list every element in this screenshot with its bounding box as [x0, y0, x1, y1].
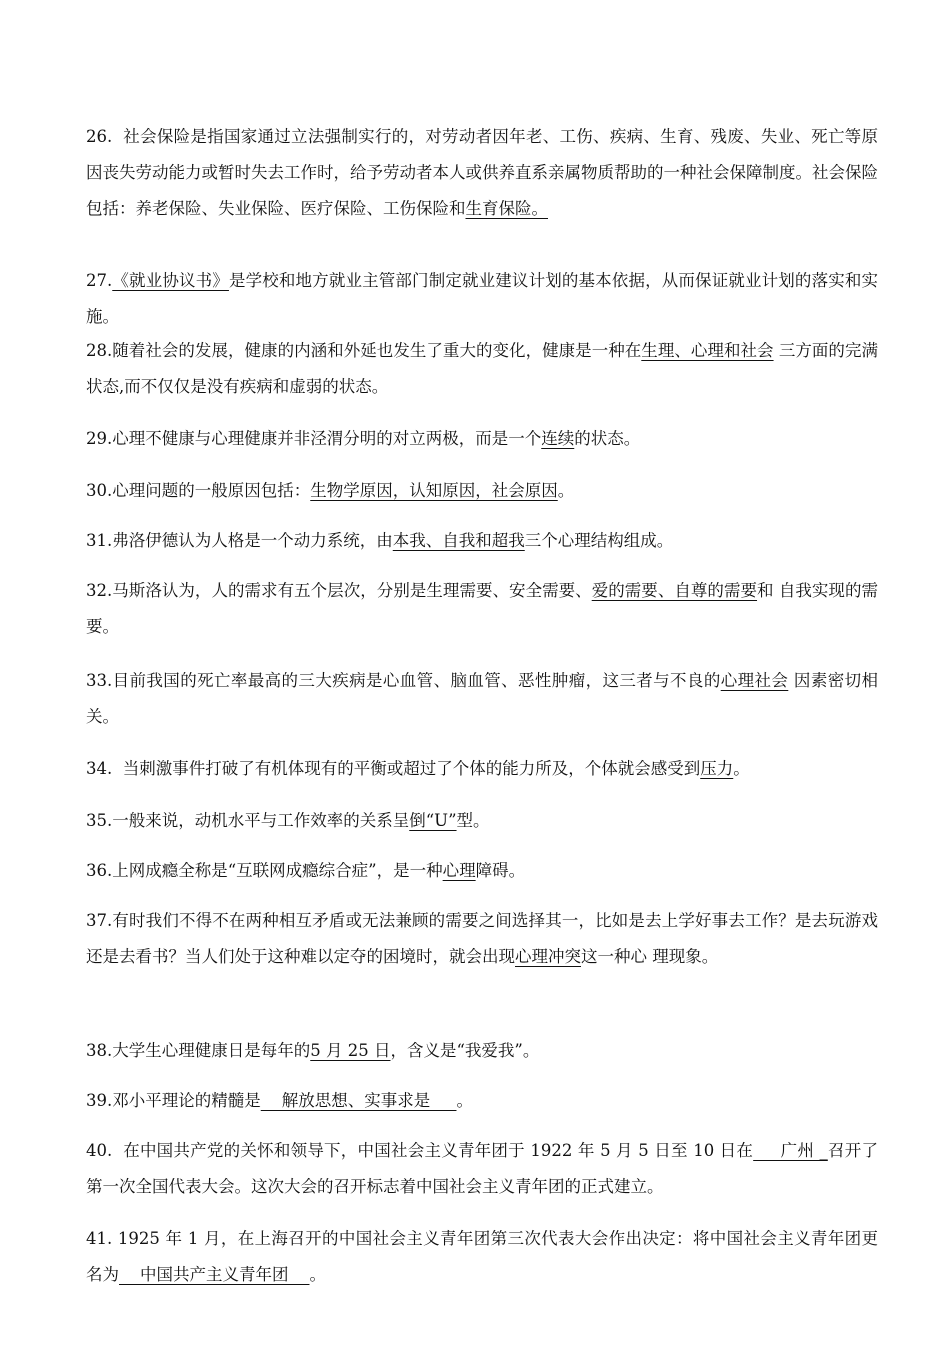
question-28 — [86, 333, 878, 405]
answer-blank: 生育保险。 — [465, 198, 548, 218]
question-text: 33.目前我国的死亡率最高的三大疾病是心血管、脑血管、恶性肿瘤，这三者与不良的 — [86, 670, 721, 690]
question-32 — [86, 573, 878, 645]
question-text: 40. 在中国共产党的关怀和领导下，中国社会主义青年团于 1922 年 5 月 5 日至 10 日在 — [86, 1140, 754, 1160]
question-text: ，含义是“我爱我”。 — [390, 1040, 540, 1060]
answer-blank: 连续 — [541, 428, 575, 448]
answer-blank: 广州 _ — [753, 1140, 828, 1160]
answer-blank: 爱的需要、自尊的需要 — [591, 580, 758, 600]
question-text: 39.邓小平理论的精髓是 — [86, 1090, 261, 1110]
question-text: 29.心理不健康与心理健康并非泾渭分明的对立两极，而是一个 — [86, 428, 542, 448]
question-39 — [86, 1083, 878, 1119]
question-text: 34. 当刺激事件打破了有机体现有的平衡或超过了个体的能力所及，个体就会感受到 — [86, 758, 701, 778]
question-text: 36.上网成瘾全称是“互联网成瘾综合症”，是一种 — [86, 860, 443, 880]
question-text: 37.有时我们不得不在两种相互矛盾或无法兼顾的需要之间选择其一，比如是去上学好事去工作？是去玩游戏还是去看书？当人们处于这种难以定夺的困境时，就会出现 — [86, 910, 878, 966]
question-text: 型。 — [456, 810, 490, 830]
question-34 — [86, 751, 878, 787]
answer-blank: 压力 — [700, 758, 734, 778]
question-text: 召开了第一次全国代表大会。这次大会的召开标志着中国社会主义青年团的正式建立。 — [86, 1140, 879, 1196]
question-40 — [86, 1133, 878, 1205]
question-30 — [86, 473, 878, 509]
answer-blank: 《就业协议书》 — [112, 270, 229, 290]
answer-blank: 解放思想、实事求是 — [260, 1090, 457, 1110]
question-text: 31.弗洛伊德认为人格是一个动力系统，由 — [86, 530, 393, 550]
question-text: 28.随着社会的发展，健康的内涵和外延也发生了重大的变化，健康是一种在 — [86, 340, 642, 360]
question-text: 这一种心 理现象。 — [581, 946, 719, 966]
answer-blank: 心理冲突 — [515, 946, 581, 966]
question-text: 是学校和地方就业主管部门制定就业建议计划的基本依据，从而保证就业计划的落实和实施。 — [86, 270, 879, 326]
question-text: 。 — [456, 1090, 473, 1110]
question-26 — [86, 119, 878, 227]
question-text: 三方面的完满状态,而不仅仅是没有疾病和虚弱的状态。 — [86, 340, 878, 396]
question-29 — [86, 421, 878, 457]
answer-blank: 心理 — [442, 860, 476, 880]
question-text: 的状态。 — [574, 428, 641, 448]
answer-blank: 中国共产主义青年团 — [119, 1264, 310, 1284]
question-text: 35.一般来说，动机水平与工作效率的关系呈 — [86, 810, 410, 830]
question-text: 32.马斯洛认为，人的需求有五个层次，分别是生理需要、安全需要、 — [86, 580, 592, 600]
answer-blank: 倒“U” — [409, 810, 457, 830]
answer-blank: 本我、自我和超我 — [392, 530, 525, 550]
answer-blank: 心理社会 — [720, 670, 789, 690]
question-27 — [86, 263, 878, 335]
question-31 — [86, 523, 878, 559]
question-text: 30.心理问题的一般原因包括： — [86, 480, 311, 500]
question-41 — [86, 1221, 878, 1293]
question-35 — [86, 803, 878, 839]
question-text: 38.大学生心理健康日是每年的 — [86, 1040, 311, 1060]
question-text: 26. 社会保险是指国家通过立法强制实行的，对劳动者因年老、工伤、疾病、生育、残废、失业、死亡等原因丧失劳动能力或暂时失去工作时，给予劳动者本人或供养直系亲属物质帮助的一种社会保障制度。社会保险包括：养老保险、失业保险、医疗保险、工伤保险和 — [86, 126, 878, 218]
question-text: 。 — [557, 480, 575, 500]
question-text: 。 — [309, 1264, 326, 1284]
question-37 — [86, 903, 878, 975]
question-text: 三个心理结构组成。 — [524, 530, 674, 550]
answer-blank: 生理、心理和社会 — [641, 340, 774, 360]
question-text: 因素密切相关。 — [86, 670, 878, 726]
question-text: 。 — [733, 758, 750, 778]
question-text: 27. — [86, 270, 113, 290]
question-38 — [86, 1033, 878, 1069]
question-text: 41. 1925 年 1 月，在上海召开的中国社会主义青年团第三次代表大会作出决定：将中国社会主义青年团更名为 — [86, 1228, 878, 1284]
answer-blank: 生物学原因，认知原因，社会原因 — [310, 480, 558, 500]
question-36 — [86, 853, 878, 889]
answer-blank: 5 月 25 日 — [310, 1040, 391, 1060]
question-text: 和 自我实现的需要。 — [86, 580, 878, 636]
question-text: 障碍。 — [475, 860, 526, 880]
question-33 — [86, 663, 878, 735]
